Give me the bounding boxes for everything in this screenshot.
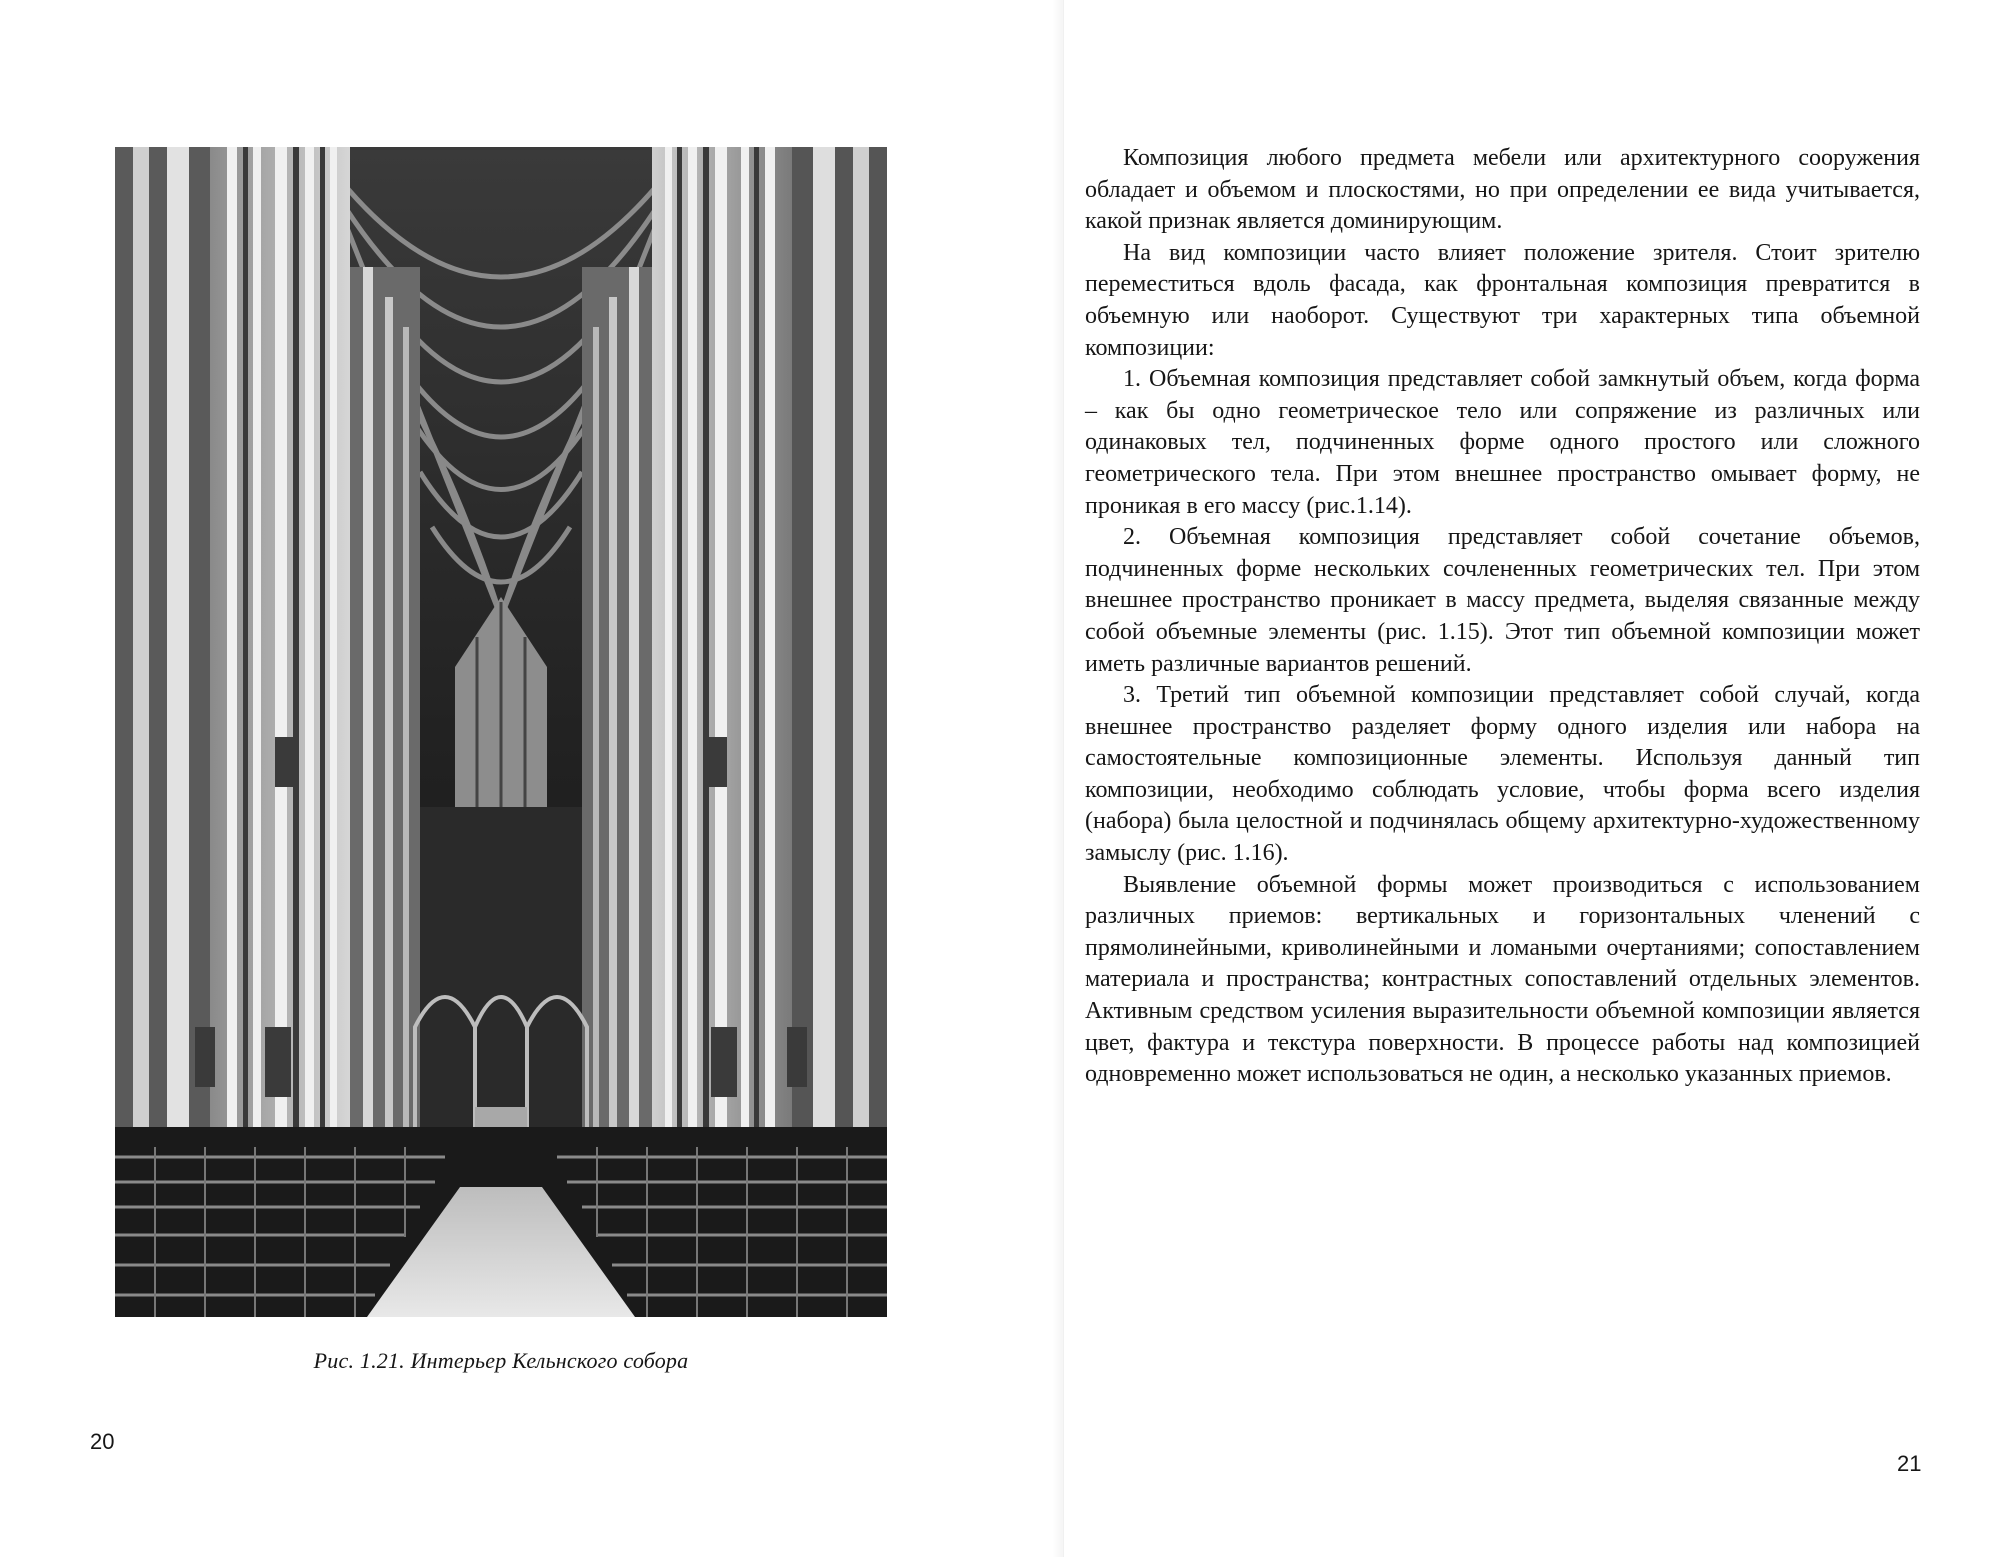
paragraph: Композиция любого предмета мебели или архитектурного сооружения обладает и объемом и плоскостями, но при определении ее вида учитывается, какой признак является доминирующим. xyxy=(1085,145,1920,235)
cathedral-photo xyxy=(115,147,887,1317)
paragraph: 1. Объемная композиция представляет собой замкнутый объем, когда форма – как бы одно геометрическое тело или сопряжение из различных или одинаковых тел, подчиненных форме одного простого или сложного геометрического тела. При этом внешнее пространство омывает форму, не проникая в его массу (рис.1.14). xyxy=(1085,366,1920,519)
paragraph: 3. Третий тип объемной композиции представляет собой случай, когда внешнее пространство разделяет форму одного изделия или набора на самостоятельные композиционные элементы. Используя данный тип композиции, необходимо соблюдать условие, чтобы форма всего изделия (набора) была целостной и подчинялась общему архитектурно-художественному замыслу (рис. 1.16). xyxy=(1085,682,1920,867)
paragraph: 2. Объемная композиция представляет собой сочетание объемов, подчиненных форме нескольких сочлененных геометрических тел. При этом внешнее пространство проникает в массу предмета, выделяя связанные между собой объемные элементы (рис. 1.15). Этот тип объемной композиции может иметь различные вариантов решений. xyxy=(1085,524,1920,677)
figure-caption: Рис. 1.21. Интерьер Кельнского собора xyxy=(313,1348,689,1373)
paragraph: На вид композиции часто влияет положение зрителя. Стоит зрителю переместиться вдоль фасада, как фронтальная композиция превратится в объемную или наоборот. Существуют три характерных типа объемной композиции: xyxy=(1085,239,1920,361)
page-number-left: 20 xyxy=(90,1429,115,1454)
body-text xyxy=(1085,143,1920,1091)
cathedral-illustration xyxy=(115,147,887,1317)
page-number-right: 21 xyxy=(1897,1451,1922,1476)
paragraph: Выявление объемной формы может производиться с использованием различных приемов: вертикальных и горизонтальных членений с прямолинейными, криволинейными и ломаными очертаниями; сопоставлением материала и пространства; контрастных сопоставлений отдельных элементов. Активным средством усиления выразительности объемной композиции является цвет, фактура и текстура поверхности. В процессе работы над композицией одновременно может использоваться не один, а несколько указанных приемов. xyxy=(1085,871,1920,1088)
